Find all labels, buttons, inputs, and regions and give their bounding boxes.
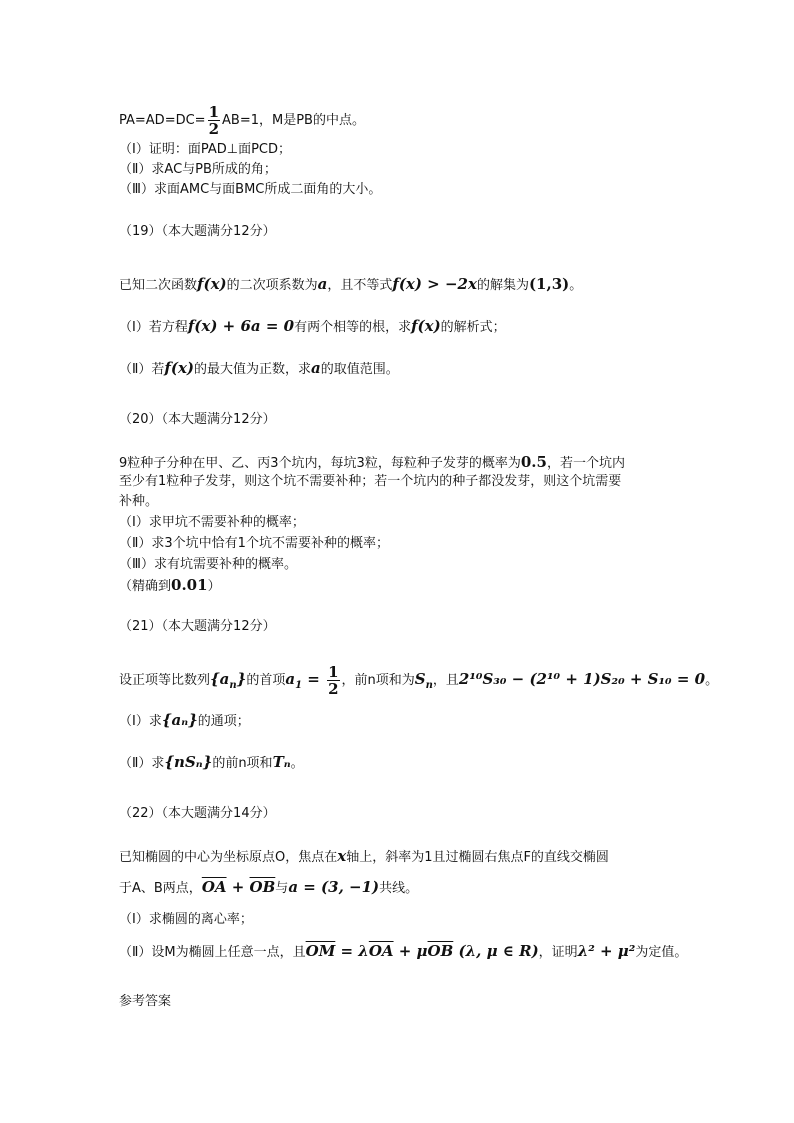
- math-inequality: f(x) > −2x: [392, 275, 477, 293]
- text: （精确到: [119, 579, 172, 594]
- math-x: x: [337, 847, 347, 865]
- element: + μ: [393, 942, 428, 960]
- text: 的首项: [246, 673, 286, 688]
- text: ，若一个坑内: [546, 456, 625, 471]
- p22-q2: [119, 942, 687, 962]
- p20-precision: [119, 576, 221, 596]
- math-seq-nsn: {nSₙ}: [164, 753, 213, 771]
- element: {a: [210, 670, 230, 688]
- text: （Ⅱ）若: [119, 362, 165, 377]
- frac-numerator: 1: [328, 663, 339, 681]
- math-fx: f(x): [411, 317, 441, 335]
- p20-line1: [119, 453, 625, 473]
- element: }: [236, 670, 247, 688]
- p18-line1: [119, 104, 365, 137]
- math-condition: (λ, μ ∈ R): [453, 942, 539, 960]
- p19-q2: [119, 359, 399, 379]
- text: ，且: [432, 673, 459, 688]
- answer-heading: 参考答案: [119, 994, 172, 1009]
- text: 。: [290, 756, 304, 771]
- math-a: a: [311, 359, 321, 377]
- text: 轴上，斜率为1且过椭圆右焦点F的直线交椭圆: [346, 850, 609, 865]
- p22-line1: [119, 847, 609, 867]
- p18-q3: （Ⅲ）求面AMC与面BMC所成二面角的大小。: [119, 182, 382, 197]
- vector-a: a = (3, −1): [288, 878, 380, 896]
- element: =: [302, 670, 326, 688]
- vector-oa: $\overline{OA}$: [201, 878, 227, 896]
- text: ，证明: [538, 945, 578, 960]
- p20-q1: （Ⅰ）求甲坑不需要补种的概率；: [119, 515, 305, 530]
- p21-q1: [119, 711, 250, 731]
- text: 的通项；: [197, 714, 250, 729]
- frac-numerator: 1: [208, 103, 220, 121]
- text: ）: [207, 579, 221, 594]
- p21-stem: [119, 664, 718, 697]
- text: 已知二次函数: [119, 278, 198, 293]
- vector-ob: $\overline{OB}$: [427, 942, 454, 960]
- math-fx: f(x): [197, 275, 227, 293]
- element: +: [226, 878, 250, 896]
- text: 与: [275, 881, 289, 896]
- p18-q1: （Ⅰ）证明：面PAD⊥面PCD；: [119, 142, 291, 157]
- p18-text-pre: PA=AD=DC=: [119, 113, 206, 128]
- text: 9粒种子分种在甲、乙、丙3个坑内，每坑3粒，每粒种子发芽的概率为: [119, 456, 521, 471]
- p21-header: （21）（本大题满分12分）: [119, 619, 276, 634]
- element: = λ: [335, 942, 369, 960]
- p21-fraction: [327, 664, 339, 697]
- p20-q3: （Ⅲ）求有坑需要补种的概率。: [119, 557, 297, 572]
- frac-denominator: 2: [208, 120, 220, 138]
- vector-oa: $\overline{OA}$: [368, 942, 394, 960]
- text: 为定值。: [635, 945, 688, 960]
- text: 。: [705, 673, 719, 688]
- p20-line2: 至少有1粒种子发芽，则这个坑不需要补种；若一个坑内的种子都没发芽，则这个坑需要: [119, 474, 622, 489]
- text: 的解析式；: [440, 320, 506, 335]
- math-interval: (1,3): [528, 275, 570, 293]
- math-equation: f(x) + 6a = 0: [187, 317, 295, 335]
- math-tn: Tₙ: [272, 753, 291, 771]
- frac-denominator: 2: [328, 680, 339, 698]
- text: 的取值范围。: [320, 362, 399, 377]
- math-a: a: [317, 275, 328, 293]
- p22-line2: [119, 878, 418, 898]
- math-condition: 2¹⁰S₃₀ − (2¹⁰ + 1)S₂₀ + S₁₀ = 0: [458, 670, 706, 688]
- sub: n: [425, 680, 433, 691]
- math-prob: 0.5: [520, 453, 547, 471]
- text: 于A、B两点，: [119, 881, 202, 896]
- p22-header: （22）（本大题满分14分）: [119, 806, 276, 821]
- element: S: [414, 670, 426, 688]
- text: ，且不等式: [327, 278, 393, 293]
- sub: 1: [295, 680, 303, 691]
- vector-om: $\overline{OM}$: [305, 942, 336, 960]
- p19-header: （19）（本大题满分12分）: [119, 224, 276, 239]
- p22-q1: （Ⅰ）求椭圆的离心率；: [119, 912, 253, 927]
- text: 的前n项和: [212, 756, 273, 771]
- text: （Ⅱ）求: [119, 756, 165, 771]
- text: 有两个相等的根，求: [294, 320, 412, 335]
- text: （Ⅰ）若方程: [119, 320, 188, 335]
- p19-q1: [119, 317, 506, 337]
- math-seq: [210, 670, 247, 691]
- p18-fraction: [208, 104, 220, 137]
- math-fx: f(x): [164, 359, 194, 377]
- p18-text-post: AB=1，M是PB的中点。: [222, 113, 365, 128]
- p18-q2: （Ⅱ）求AC与PB所成的角；: [119, 162, 277, 177]
- text: 已知椭圆的中心为坐标原点O，焦点在: [119, 850, 338, 865]
- text: 共线。: [379, 881, 419, 896]
- math-a1: [285, 670, 326, 691]
- text: 的解集为: [476, 278, 529, 293]
- math-seq: {aₙ}: [161, 711, 198, 729]
- text: ，前n项和为: [341, 673, 415, 688]
- p19-stem: [119, 275, 582, 295]
- text: 的最大值为正数，求: [194, 362, 312, 377]
- text: （Ⅰ）求: [119, 714, 162, 729]
- math-sn: [414, 670, 433, 691]
- text: 设正项等比数列: [119, 673, 211, 688]
- p20-q2: （Ⅱ）求3个坑中恰有1个坑不需要补种的概率；: [119, 536, 389, 551]
- text: 。: [569, 278, 583, 293]
- p21-q2: [119, 753, 304, 773]
- p20-line3: 补种。: [119, 494, 159, 509]
- vector-ob: $\overline{OB}$: [249, 878, 276, 896]
- sub: n: [229, 680, 237, 691]
- text: （Ⅱ）设M为椭圆上任意一点，且: [119, 945, 306, 960]
- text: 的二次项系数为: [226, 278, 318, 293]
- math-precision: 0.01: [171, 576, 208, 594]
- math-lambda-mu: λ² + μ²: [577, 942, 636, 960]
- p20-header: （20）（本大题满分12分）: [119, 412, 276, 427]
- element: a: [285, 670, 296, 688]
